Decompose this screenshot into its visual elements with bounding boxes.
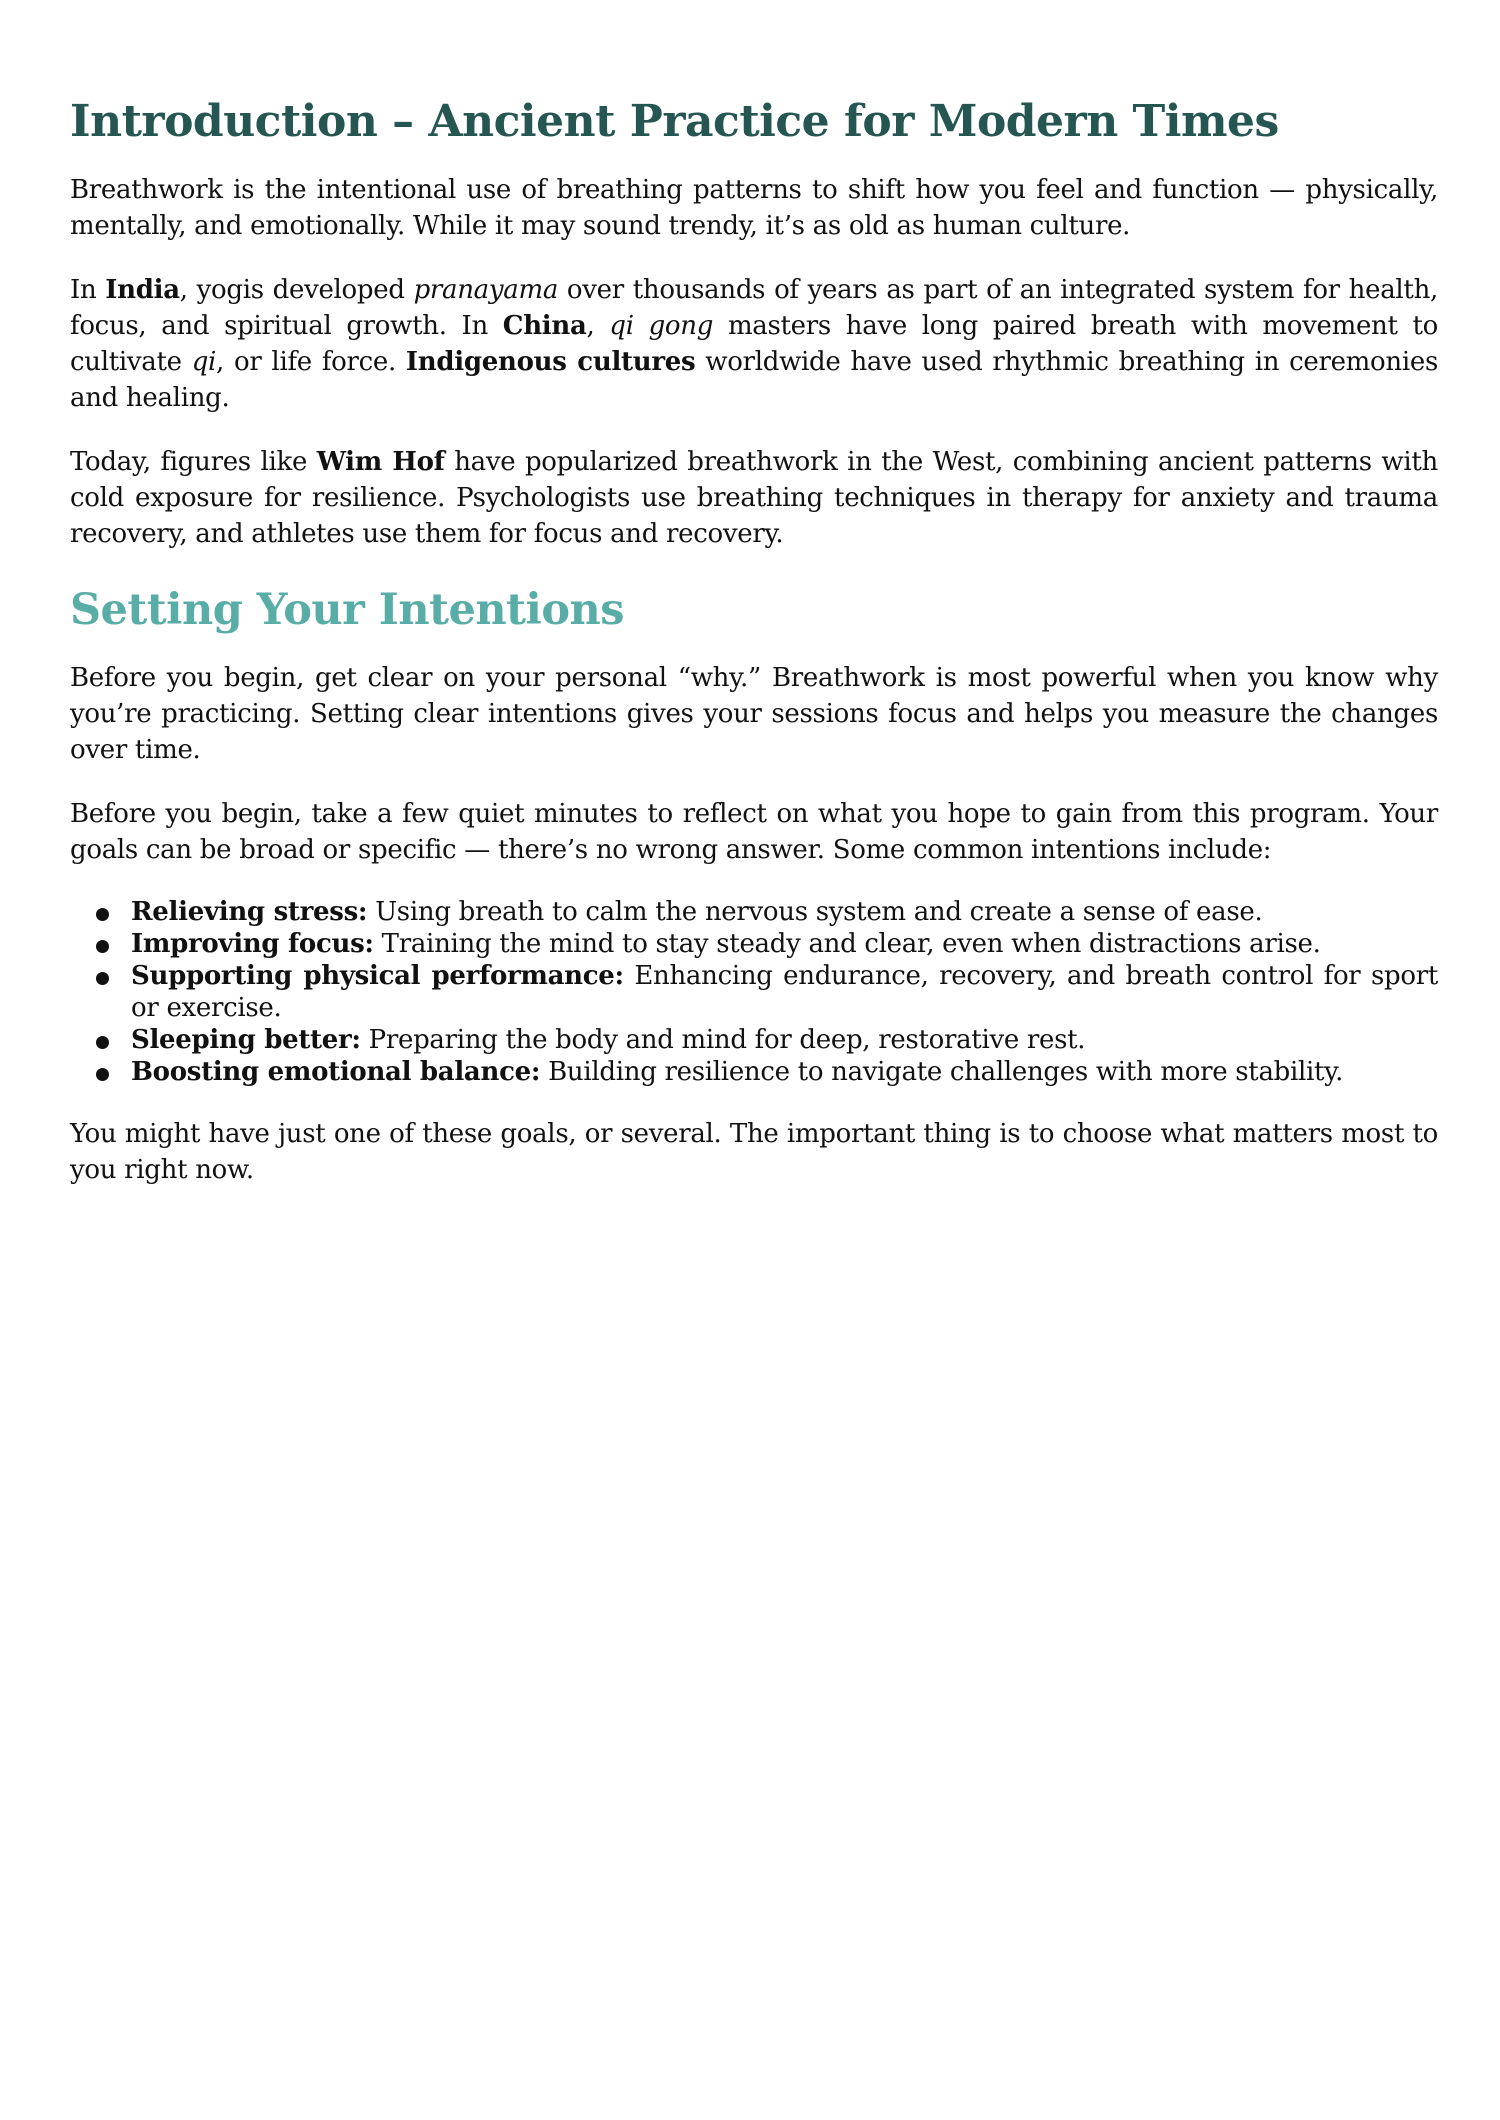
intro-paragraph-1: Breathwork is the intentional use of breathing patterns to shift how you feel and function — physically, mentally, and emotionally. While it may sound trendy, it’s as old as human culture.	[70, 175, 1438, 241]
bullet-icon	[96, 940, 109, 953]
intentions-list	[70, 896, 1438, 1088]
list-item	[70, 928, 1438, 960]
text-run: In	[70, 275, 106, 305]
intro-paragraph-2	[70, 272, 1438, 416]
bullet-icon	[96, 972, 109, 985]
list-item-label: Supporting physical performance:	[131, 961, 624, 991]
list-item-text: Preparing the body and mind for deep, restorative rest.	[360, 1025, 1086, 1055]
term-qi-gong: qi gong	[609, 311, 714, 341]
text-run: worldwide have used rhythmic breathing in ceremonies and healing.	[70, 347, 1438, 413]
term-qi: qi	[191, 347, 217, 377]
list-item-text: Building resilience to navigate challenges with more stability.	[540, 1057, 1344, 1087]
text-run: Today, figures like	[70, 447, 317, 477]
intentions-paragraph-1: Before you begin, get clear on your personal “why.” Breathwork is most powerful when you know why you’re practicing. Setting clear intentions gives your sessions focus and helps you measure the changes over time.	[70, 663, 1438, 765]
bullet-icon	[96, 908, 109, 921]
intentions-paragraph-2: Before you begin, take a few quiet minutes to reflect on what you hope to gain from this program. Your goals can be broad or specific — there’s no wrong answer. Some common intentions include:	[70, 799, 1438, 865]
document-page	[70, 92, 1438, 1216]
emphasis-wim-hof: Wim Hof	[316, 447, 445, 477]
list-item-text: Using breath to calm the nervous system and create a sense of ease.	[367, 897, 1263, 927]
text-run: over thousands of years as part of an integrated system for health, focus, and spiritual growth. In	[70, 275, 1438, 341]
list-item-label: Sleeping better:	[131, 1025, 361, 1055]
intro-paragraph-3	[70, 444, 1438, 552]
text-run: masters have long paired breath with movement to cultivate	[70, 311, 1438, 377]
term-pranayama: pranayama	[413, 275, 559, 305]
emphasis-indigenous-cultures: Indigenous cultures	[405, 347, 696, 377]
list-item	[70, 896, 1438, 928]
bullet-icon	[96, 1036, 109, 1049]
list-item-text: Enhancing endurance, recovery, and breath control for sport or exercise.	[131, 961, 1438, 1023]
list-item	[70, 1056, 1438, 1088]
list-item-label: Boosting emotional balance:	[131, 1057, 541, 1087]
list-item-text: Training the mind to stay steady and clear, even when distractions arise.	[373, 929, 1321, 959]
closing-paragraph: You might have just one of these goals, or several. The important thing is to choose what matters most to you right now.	[70, 1119, 1438, 1185]
intro-heading: Introduction – Ancient Practice for Modern Times	[70, 96, 1279, 147]
emphasis-india: India	[105, 275, 180, 305]
list-item	[70, 1024, 1438, 1056]
text-run: have popularized breathwork in the West, combining ancient patterns with cold exposure for resilience. Psychologists use breathing techniques in therapy for anxiety and trauma recovery, and athletes use them for focus and recovery.	[70, 447, 1438, 549]
text-run: ,	[586, 311, 610, 341]
bullet-icon	[96, 1068, 109, 1081]
emphasis-china: China	[502, 311, 587, 341]
text-run: , yogis developed	[179, 275, 414, 305]
intentions-heading: Setting Your Intentions	[70, 585, 625, 635]
list-item-label: Relieving stress:	[131, 897, 368, 927]
list-item-label: Improving focus:	[131, 929, 374, 959]
text-run: , or life force.	[216, 347, 406, 377]
list-item	[70, 960, 1438, 1024]
